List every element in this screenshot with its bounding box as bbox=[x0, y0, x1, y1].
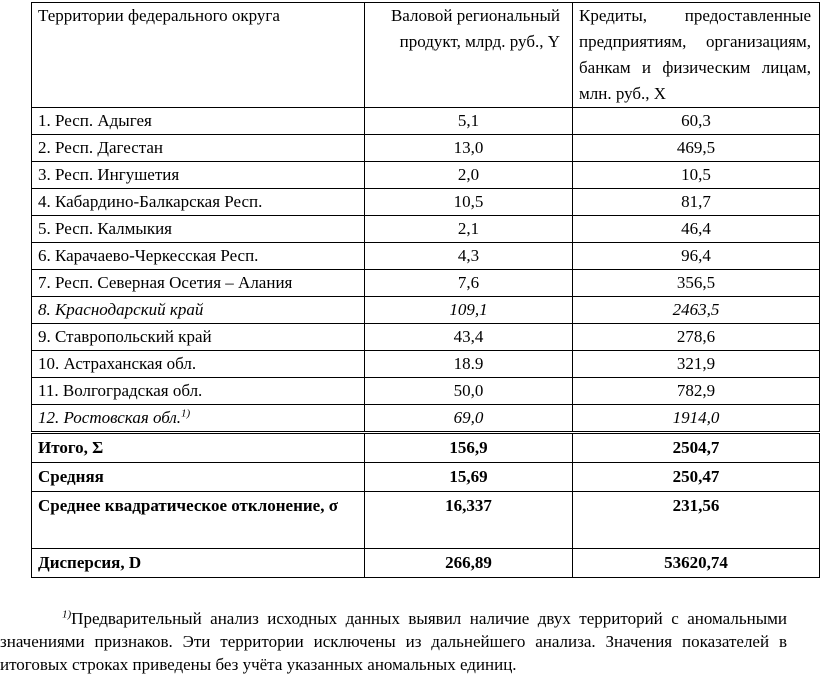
table-row bbox=[32, 189, 820, 216]
grp-value: 10,5 bbox=[365, 189, 573, 216]
std-deviation-row bbox=[32, 492, 820, 549]
territory-name: 11. Волгоградская обл. bbox=[32, 378, 365, 405]
std-deviation-grp-value: 16,337 bbox=[365, 492, 573, 549]
credits-value: 782,9 bbox=[573, 378, 820, 405]
variance-credits-value: 53620,74 bbox=[573, 549, 820, 578]
grp-value: 5,1 bbox=[365, 108, 573, 135]
grp-value: 109,1 bbox=[365, 297, 573, 324]
credits-value: 81,7 bbox=[573, 189, 820, 216]
total-grp-value: 156,9 bbox=[365, 433, 573, 463]
table-row bbox=[32, 135, 820, 162]
mean-label: Средняя bbox=[32, 463, 365, 492]
table-row bbox=[32, 216, 820, 243]
credits-value: 2463,5 bbox=[573, 297, 820, 324]
credits-value: 278,6 bbox=[573, 324, 820, 351]
table-row bbox=[32, 270, 820, 297]
header-grp: Валовой региональный продукт, млрд. руб., Y bbox=[365, 3, 573, 108]
grp-value: 43,4 bbox=[365, 324, 573, 351]
total-row bbox=[32, 433, 820, 463]
header-territories: Территории федерального округа bbox=[32, 3, 365, 108]
territory-name: 6. Карачаево-Черкесская Респ. bbox=[32, 243, 365, 270]
footnote-reference: 1) bbox=[181, 407, 191, 420]
table-row bbox=[32, 243, 820, 270]
variance-grp-value: 266,89 bbox=[365, 549, 573, 578]
table-row-anomalous bbox=[32, 405, 820, 433]
footnote-text: Предварительный анализ исходных данных выявил наличие двух территорий с аномальными значениями признаков. Эти территории исключены из дальнейшего анализа. Значения показателей в итоговых строках приведены без учёта указанных аномальных единиц. bbox=[0, 609, 787, 674]
territory-name: 9. Ставропольский край bbox=[32, 324, 365, 351]
table-row bbox=[32, 351, 820, 378]
footnote bbox=[0, 607, 787, 676]
table-row bbox=[32, 378, 820, 405]
territory-name: 8. Краснодарский край bbox=[32, 297, 365, 324]
territory-cell bbox=[32, 405, 365, 433]
grp-value: 2,1 bbox=[365, 216, 573, 243]
credits-value: 96,4 bbox=[573, 243, 820, 270]
credits-value: 469,5 bbox=[573, 135, 820, 162]
territory-name: 2. Респ. Дагестан bbox=[32, 135, 365, 162]
territory-name: 12. Ростовская обл. bbox=[38, 408, 182, 427]
footnote-marker: 1) bbox=[62, 608, 72, 621]
territory-name: 1. Респ. Адыгея bbox=[32, 108, 365, 135]
credits-value: 356,5 bbox=[573, 270, 820, 297]
total-label: Итого, Σ bbox=[32, 433, 365, 463]
territory-name: 10. Астраханская обл. bbox=[32, 351, 365, 378]
table-row bbox=[32, 108, 820, 135]
std-deviation-credits-value: 231,56 bbox=[573, 492, 820, 549]
credits-value: 60,3 bbox=[573, 108, 820, 135]
credits-value: 321,9 bbox=[573, 351, 820, 378]
grp-value: 13,0 bbox=[365, 135, 573, 162]
statistics-table bbox=[31, 2, 820, 578]
mean-grp-value: 15,69 bbox=[365, 463, 573, 492]
credits-value: 10,5 bbox=[573, 162, 820, 189]
grp-value: 4,3 bbox=[365, 243, 573, 270]
variance-label: Дисперсия, D bbox=[32, 549, 365, 578]
grp-value: 2,0 bbox=[365, 162, 573, 189]
grp-value: 69,0 bbox=[365, 405, 573, 433]
territory-name: 7. Респ. Северная Осетия – Алания bbox=[32, 270, 365, 297]
variance-row bbox=[32, 549, 820, 578]
table-row-anomalous bbox=[32, 297, 820, 324]
territory-name: 4. Кабардино-Балкарская Респ. bbox=[32, 189, 365, 216]
territory-name: 5. Респ. Калмыкия bbox=[32, 216, 365, 243]
credits-value: 46,4 bbox=[573, 216, 820, 243]
table-row bbox=[32, 324, 820, 351]
credits-value: 1914,0 bbox=[573, 405, 820, 433]
grp-value: 18.9 bbox=[365, 351, 573, 378]
total-credits-value: 2504,7 bbox=[573, 433, 820, 463]
table-row bbox=[32, 162, 820, 189]
grp-value: 50,0 bbox=[365, 378, 573, 405]
territory-name: 3. Респ. Ингушетия bbox=[32, 162, 365, 189]
std-deviation-label: Среднее квадратическое отклонение, σ bbox=[32, 492, 365, 549]
mean-credits-value: 250,47 bbox=[573, 463, 820, 492]
header-credits: Кредиты, предоставленные предприятиям, организациям, банкам и физическим лицам, млн. руб., X bbox=[573, 3, 820, 108]
grp-value: 7,6 bbox=[365, 270, 573, 297]
table-header-row bbox=[32, 3, 820, 108]
mean-row bbox=[32, 463, 820, 492]
